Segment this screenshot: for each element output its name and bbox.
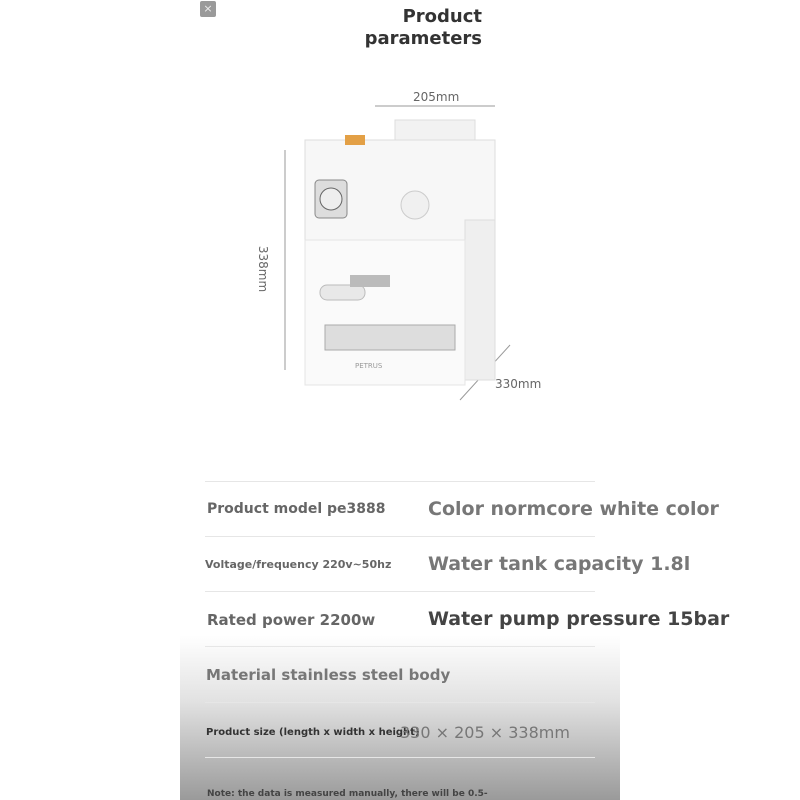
page-title: Product parameters [364, 6, 482, 49]
spec-voltage: Voltage/frequency 220v~50hz [205, 558, 392, 571]
spec-model: Product model pe3888 [207, 501, 386, 517]
spec-size-value: 330 × 205 × 338mm [400, 723, 570, 742]
depth-dimension: 330mm [495, 377, 542, 391]
height-dimension: 338mm [256, 245, 271, 293]
close-button[interactable]: × [200, 1, 216, 17]
coffee-machine-image [250, 80, 550, 410]
brand-logo: PETRUS [355, 362, 383, 370]
spec-power: Rated power 2200w [207, 611, 376, 629]
width-dimension: 205mm [413, 90, 460, 104]
spec-material: Material stainless steel body [206, 666, 451, 684]
spec-pressure: Water pump pressure 15bar [428, 608, 730, 630]
spec-tank: Water tank capacity 1.8l [428, 553, 691, 575]
gradient-overlay [180, 635, 620, 800]
spec-note: Note: the data is measured manually, there will be 0.5- [207, 789, 488, 799]
spec-size-label: Product size (length x width x height) [206, 727, 420, 738]
spec-color: Color normcore white color [428, 498, 719, 520]
